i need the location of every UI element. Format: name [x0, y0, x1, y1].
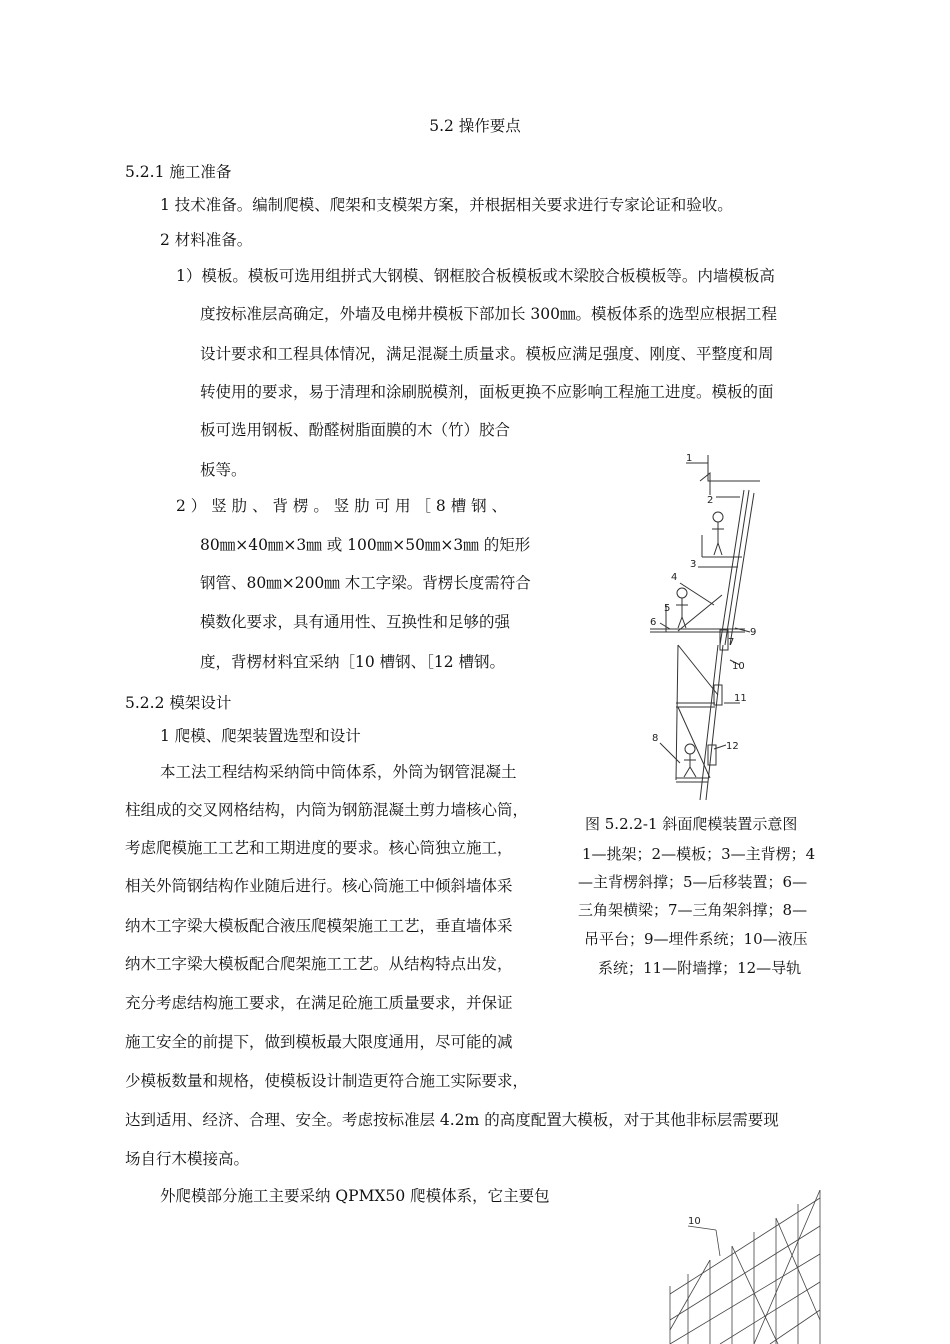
paragraph-line: 2 ） 竖 肋 、 背 楞 。 竖 肋 可 用 ［ 8 槽 钢 、	[176, 497, 508, 515]
paragraph-line: 考虑爬模施工工艺和工期进度的要求。核心筒独立施工，	[125, 839, 513, 857]
paragraph-line: 80㎜×40㎜×3㎜ 或 100㎜×50㎜×3㎜ 的矩形	[200, 536, 531, 554]
callout-label: 3	[690, 559, 697, 570]
callout-label: 11	[734, 693, 747, 704]
paragraph-line: 度按标准层高确定，外墙及电梯井模板下部加长 300㎜。模板体系的选型应根据工程	[200, 305, 778, 323]
figure-legend-line: 系统；11—附墙撑；12—导轨	[598, 959, 802, 977]
callout-label: 4	[671, 572, 678, 583]
paragraph-line: 设计要求和工程具体情况，满足混凝土质量求。模板应满足强度、刚度、平整度和周	[200, 345, 774, 363]
paragraph-line: 度，背楞材料宜采纳［10 槽钢、［12 槽钢。	[200, 653, 506, 671]
paragraph-line: 钢管、80㎜×200㎜ 木工字梁。背楞长度需符合	[200, 574, 531, 592]
last-paragraph-line: 外爬模部分施工主要采纳 QPMX50 爬模体系，它主要包	[160, 1187, 550, 1205]
section-title: 5.2 操作要点	[429, 117, 521, 135]
callout-label: 2	[707, 495, 714, 506]
figure-legend-line: 1—挑架；2—模板；3—主背楞；4	[582, 845, 816, 863]
climbing-formwork-diagram	[630, 445, 780, 805]
paragraph-line: 施工安全的前提下，做到模板最大限度通用，尽可能的减	[125, 1033, 513, 1051]
paragraph-line: 纳木工字梁大模板配合液压爬模架施工工艺，垂直墙体采	[125, 917, 513, 935]
paragraph-line: 少模板数量和规格，使模板设计制造更符合施工实际要求，	[125, 1072, 529, 1090]
figure-legend-line: 三角架横梁；7—三角架斜撑；8—	[578, 901, 808, 919]
paragraph-line: 达到适用、经济、合理、安全。考虑按标准层 4.2m 的高度配置大模板，对于其他非标层需要现	[125, 1111, 779, 1129]
paragraph-line: 本工法工程结构采纳筒中筒体系，外筒为钢管混凝土	[160, 763, 517, 781]
callout-label: 8	[652, 733, 659, 744]
paragraph-line: 1）模板。模板可选用组拼式大钢模、钢框胶合板模板或木梁胶合板模板等。内墙模板高	[176, 267, 775, 285]
design-item-1: 1 爬模、爬架装置选型和设计	[160, 727, 361, 745]
isometric-formwork-diagram	[660, 1190, 840, 1344]
callout-label: 6	[650, 617, 657, 628]
figure-legend-line: —主背楞斜撑；5—后移装置；6—	[578, 873, 808, 891]
paragraph-line: 柱组成的交叉网格结构，内筒为钢筋混凝土剪力墙核心筒，	[125, 801, 529, 819]
subsection-heading-5-2-1: 5.2.1 施工准备	[125, 163, 232, 181]
callout-label: 10	[688, 1216, 701, 1227]
figure-title: 图 5.2.2-1 斜面爬模装置示意图	[585, 815, 798, 833]
paragraph-line: 板可选用钢板、酚醛树脂面膜的木（竹）胶合	[200, 421, 511, 439]
callout-label: 12	[726, 741, 739, 752]
paragraph-line: 相关外筒钢结构作业随后进行。核心筒施工中倾斜墙体采	[125, 877, 513, 895]
paragraph-line: 充分考虑结构施工要求，在满足砼施工质量要求，并保证	[125, 994, 513, 1012]
callout-label: 10	[732, 661, 745, 672]
paragraph-line: 板等。	[200, 461, 247, 479]
callout-label: 9	[750, 627, 757, 638]
callout-label: 1	[686, 453, 693, 464]
callout-label: 7	[728, 637, 735, 648]
figure-legend-line: 吊平台；9—埋件系统；10—液压	[584, 930, 808, 948]
prep-item-1: 1 技术准备。编制爬模、爬架和支模架方案，并根据相关要求进行专家论证和验收。	[160, 196, 733, 214]
paragraph-line: 纳木工字梁大模板配合爬架施工工艺。从结构特点出发，	[125, 955, 513, 973]
paragraph-line: 场自行木模接高。	[125, 1150, 250, 1168]
callout-label: 5	[664, 603, 671, 614]
paragraph-line: 模数化要求，具有通用性、互换性和足够的强	[200, 613, 511, 631]
paragraph-line: 转使用的要求，易于清理和涂刷脱模剂，面板更换不应影响工程施工进度。模板的面	[200, 383, 774, 401]
prep-item-2: 2 材料准备。	[160, 231, 253, 249]
subsection-heading-5-2-2: 5.2.2 模架设计	[125, 694, 232, 712]
